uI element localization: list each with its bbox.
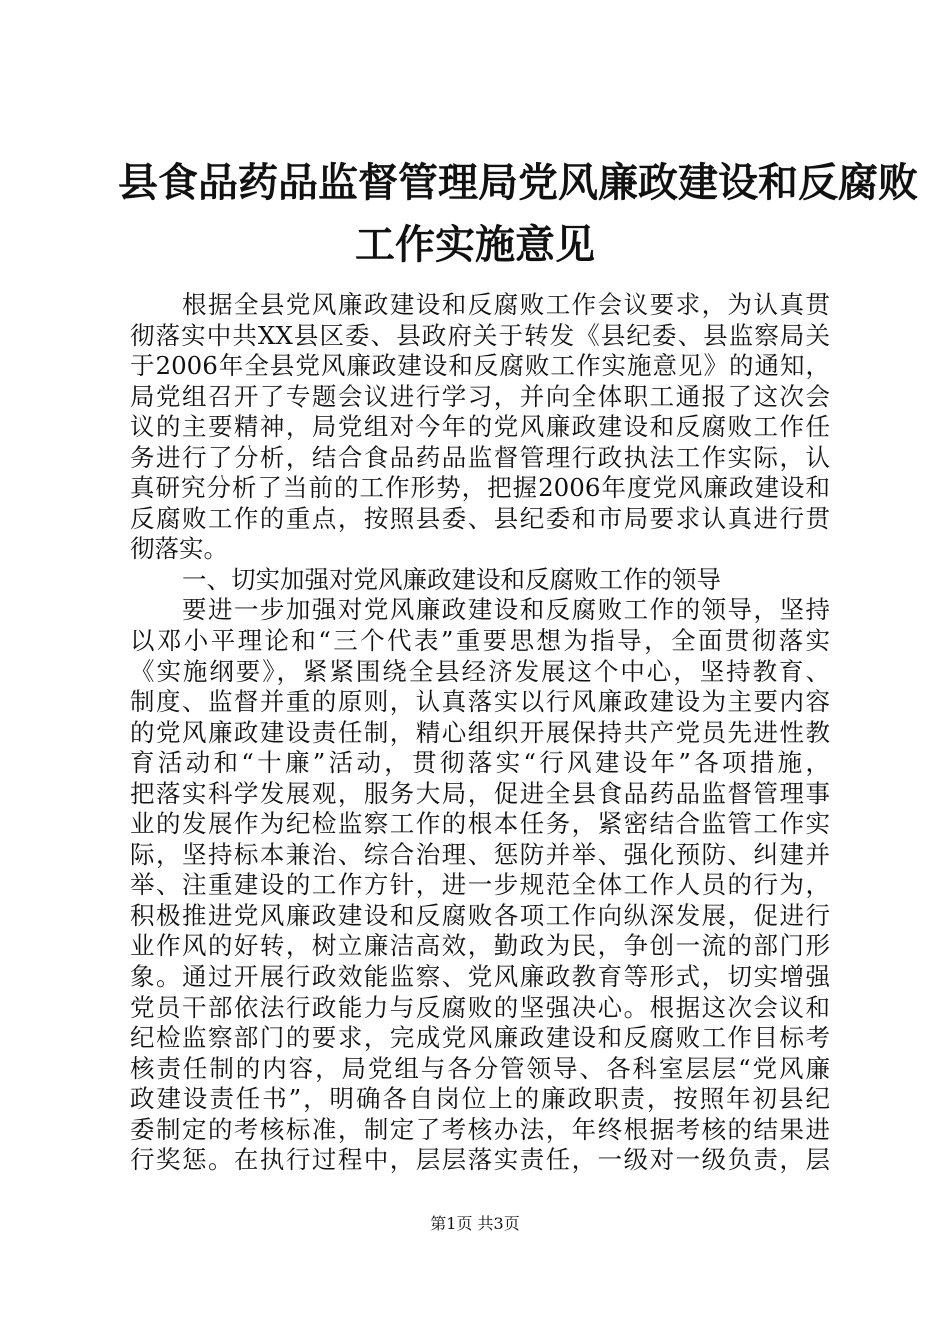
- body-line: 反腐败工作的重点，按照县委、县纪委和市局要求认真进行贯: [130, 503, 830, 533]
- body-line: 象。通过开展行政效能监察、党风廉政教育等形式，切实增强: [130, 962, 830, 992]
- body-line: 务进行了分析，结合食品药品监督管理行政执法工作实际，认: [130, 442, 830, 472]
- body-line: 业的发展作为纪检监察工作的根本任务，紧密结合监管工作实: [130, 809, 830, 839]
- body-line: 彻落实。: [130, 534, 228, 564]
- body-line: 于2006年全县党风廉政建设和反腐败工作实施意见》的通知，: [130, 351, 830, 381]
- body-line: 《实施纲要》，紧紧围绕全县经济发展这个中心，坚持教育、: [130, 656, 830, 686]
- body-line: 的党风廉政建设责任制，精心组织开展保持共产党员先进性教: [130, 717, 830, 747]
- body-line: 育活动和“十廉”活动，贯彻落实“行风建设年”各项措施，: [130, 748, 830, 778]
- body-line: 纪检监察部门的要求，完成党风廉政建设和反腐败工作目标考: [130, 1023, 830, 1053]
- body-line: 要进一步加强对党风廉政建设和反腐败工作的领导，坚持: [182, 595, 830, 625]
- body-line: 根据全县党风廉政建设和反腐败工作会议要求，为认真贯: [182, 290, 830, 319]
- document-title-line-1: 县食品药品监督管理局党风廉政建设和反腐败: [118, 159, 918, 206]
- section-heading: 一、切实加强对党风廉政建设和反腐败工作的领导: [182, 564, 721, 594]
- body-line: 真研究分析了当前的工作形势，把握2006年度党风廉政建设和: [130, 473, 830, 503]
- body-line: 政建设责任书”，明确各自岗位上的廉政职责，按照年初县纪: [130, 1084, 830, 1114]
- body-line: 把落实科学发展观，服务大局，促进全县食品药品监督管理事: [130, 778, 830, 808]
- body-line: 业作风的好转，树立廉洁高效，勤政为民，争创一流的部门形: [130, 931, 830, 961]
- body-line: 局党组召开了专题会议进行学习，并向全体职工通报了这次会: [130, 381, 830, 411]
- body-line: 以邓小平理论和“三个代表”重要思想为指导，全面贯彻落实: [130, 626, 830, 656]
- page-footer: 第1页 共3页: [430, 1214, 520, 1233]
- body-line: 积极推进党风廉政建设和反腐败各项工作向纵深发展，促进行: [130, 900, 830, 930]
- body-line: 委制定的考核标准，制定了考核办法，年终根据考核的结果进: [130, 1114, 830, 1144]
- body-line: 议的主要精神，局党组对今年的党风廉政建设和反腐败工作任: [130, 412, 830, 442]
- body-line: 核责任制的内容，局党组与各分管领导、各科室层层“党风廉: [130, 1053, 830, 1083]
- document-title-line-2: 工作实施意见: [355, 221, 595, 268]
- body-line: 举、注重建设的工作方针，进一步规范全体工作人员的行为，: [130, 870, 830, 900]
- body-line: 行奖惩。在执行过程中，层层落实责任，一级对一级负责，层: [130, 1145, 830, 1175]
- document-body: [130, 290, 830, 1176]
- body-line: 际，坚持标本兼治、综合治理、惩防并举、强化预防、纠建并: [130, 839, 830, 869]
- body-line: 彻落实中共XX县区委、县政府关于转发《县纪委、县监察局关: [130, 320, 830, 350]
- body-line: 制度、监督并重的原则，认真落实以行风廉政建设为主要内容: [130, 687, 830, 717]
- body-line: 党员干部依法行政能力与反腐败的坚强决心。根据这次会议和: [130, 992, 830, 1022]
